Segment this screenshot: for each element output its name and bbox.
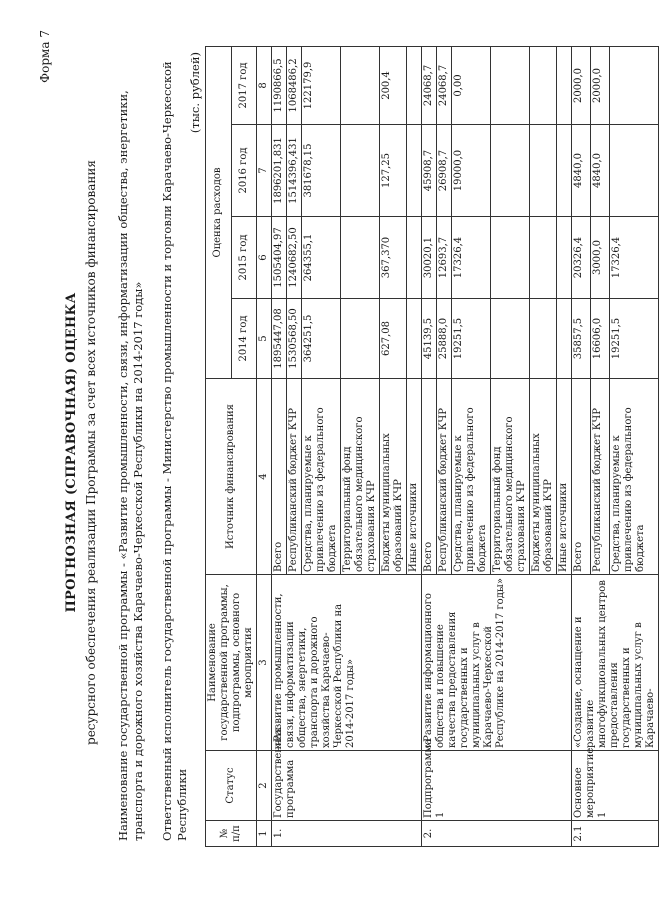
amount-cell	[530, 125, 557, 217]
amount-cell	[557, 125, 572, 217]
amount-cell: 26908,7	[437, 125, 452, 217]
amount-cell	[407, 46, 422, 124]
header-2015: 2015 год	[231, 217, 257, 299]
amount-cell: 127,25	[380, 125, 407, 217]
funding-source: Иные источники	[557, 379, 572, 575]
table-row	[272, 46, 287, 846]
row-program-name: «Развитие информационного общества и повышение качества предоставления государственных и муниципальных услуг в Карачаево-Черкесской Республике на 2014-2017 годы»	[422, 575, 572, 751]
amount-cell: 1895447,08	[272, 299, 287, 379]
amount-cell: 19251,5	[609, 299, 658, 379]
funding-source: Территориальный фонд обязательного медицинского страхования КЧР	[491, 379, 530, 575]
amount-cell: 1068486,2	[287, 46, 302, 124]
amount-cell	[530, 46, 557, 124]
amount-cell	[609, 46, 658, 124]
amount-cell	[407, 299, 422, 379]
funding-source: Бюджеты муниципальных образований КЧР	[530, 379, 557, 575]
amount-cell: 45139,5	[422, 299, 437, 379]
amount-cell: 200,4	[380, 46, 407, 124]
amount-cell: 12693,7	[437, 217, 452, 299]
row-number: 1.	[272, 821, 422, 847]
header-2016: 2016 год	[231, 125, 257, 217]
amount-cell: 1190866,5	[272, 46, 287, 124]
amount-cell	[557, 299, 572, 379]
amount-cell: 0,00	[452, 46, 491, 124]
amount-cell: 4840,0	[572, 125, 591, 217]
funding-table	[205, 46, 659, 847]
amount-cell: 4840,0	[590, 125, 609, 217]
row-number: 2.	[422, 821, 572, 847]
amount-cell: 367,370	[380, 217, 407, 299]
amount-cell: 24068,7	[422, 46, 437, 124]
funding-source: Иные источники	[407, 379, 422, 575]
amount-cell: 17326,4	[452, 217, 491, 299]
amount-cell: 24068,7	[437, 46, 452, 124]
header-source: Источник финансирования	[206, 379, 257, 575]
row-status: Подпрограмма 1	[422, 751, 572, 821]
table-row	[422, 46, 437, 846]
header-2017: 2017 год	[231, 46, 257, 124]
header-2014: 2014 год	[231, 299, 257, 379]
header-estimate: Оценка расходов	[206, 46, 232, 378]
amount-cell: 381678,15	[302, 125, 341, 217]
row-number: 2.1	[572, 821, 659, 847]
amount-cell: 364251,5	[302, 299, 341, 379]
amount-cell: 1896201,831	[272, 125, 287, 217]
amount-cell	[341, 217, 380, 299]
row-program-name: «Создание, оснащение и развитие многофункциональных центров предоставления государственных и муниципальных услуг в Карачаево-	[572, 575, 659, 751]
amount-cell: 35857,5	[572, 299, 591, 379]
amount-cell	[557, 46, 572, 124]
amount-cell	[407, 217, 422, 299]
amount-cell: 25888,0	[437, 299, 452, 379]
amount-cell	[530, 217, 557, 299]
row-program-name: «Развитие промышленности, связи, информатизации общества, энергетики, транспорта и дорожного хозяйства Карачаево-Черкесской Республики на 2014-2017 годы»	[272, 575, 422, 751]
header-num: № п/п	[206, 821, 257, 847]
amount-cell	[609, 125, 658, 217]
amount-cell: 2000,0	[590, 46, 609, 124]
amount-cell	[557, 217, 572, 299]
amount-cell	[341, 125, 380, 217]
amount-cell: 1240682,50	[287, 217, 302, 299]
col-index: 4	[257, 379, 272, 575]
amount-cell: 19000,0	[452, 125, 491, 217]
amount-cell: 1505404,97	[272, 217, 287, 299]
program-name-line: Наименование государственной программы - «Развитие промышленности, связи, информатизации общества, энергетики, транспорта и дорожного хозяйства Карачаево-Черкесской Республики на 2014-2017 годы»	[116, 90, 145, 841]
amount-cell: 19251,5	[452, 299, 491, 379]
col-index: 1	[257, 821, 272, 847]
amount-cell: 16606,0	[590, 299, 609, 379]
form-number: Форма 7	[38, 30, 52, 83]
amount-cell: 20326,4	[572, 217, 591, 299]
header-status: Статус	[206, 751, 257, 821]
amount-cell: 264355,1	[302, 217, 341, 299]
document-title: ПРОГНОЗНАЯ (СПРАВОЧНАЯ) ОЦЕНКА	[64, 292, 79, 613]
amount-cell: 1514396,431	[287, 125, 302, 217]
amount-cell	[407, 125, 422, 217]
responsible-executor-line: Ответственный исполнитель государственной программы - Министерство промышленности и торговли Карачаево-Черкесской Республики	[160, 61, 189, 841]
amount-cell: 30020,1	[422, 217, 437, 299]
document-subtitle: ресурсного обеспечения реализации Программы за счет всех источников финансирования	[84, 160, 98, 745]
row-status: Основное мероприятие 1	[572, 751, 659, 821]
funding-source: Средства, планируемые к привлечению из федерального бюджета	[302, 379, 341, 575]
funding-source: Территориальный фонд обязательного медицинского страхования КЧР	[341, 379, 380, 575]
header-row-1	[206, 46, 232, 846]
amount-cell: 2000,0	[572, 46, 591, 124]
amount-cell	[341, 46, 380, 124]
row-status: Государственная программа	[272, 751, 422, 821]
units-label: (тыс. рублей)	[188, 52, 202, 134]
amount-cell: 17326,4	[609, 217, 658, 299]
funding-source: Средства, планируемые к привлечению из федерального бюджета	[452, 379, 491, 575]
amount-cell	[341, 299, 380, 379]
header-name: Наименование государственной программы, подпрограммы, основного мероприятия	[206, 575, 257, 751]
amount-cell: 3000,0	[590, 217, 609, 299]
amount-cell	[530, 299, 557, 379]
funding-source: Республиканский бюджет КЧР	[287, 379, 302, 575]
col-index: 3	[257, 575, 272, 751]
table-body	[272, 46, 659, 846]
funding-source: Бюджеты муниципальных образований КЧР	[380, 379, 407, 575]
funding-source: Республиканский бюджет КЧР	[437, 379, 452, 575]
table-row	[572, 46, 591, 846]
amount-cell: 627,08	[380, 299, 407, 379]
column-index-row	[257, 46, 272, 846]
funding-source: Всего	[422, 379, 437, 575]
amount-cell: 45908,7	[422, 125, 437, 217]
col-index: 5	[257, 299, 272, 379]
amount-cell	[491, 217, 530, 299]
col-index: 7	[257, 125, 272, 217]
col-index: 8	[257, 46, 272, 124]
amount-cell: 122179,9	[302, 46, 341, 124]
col-index: 6	[257, 217, 272, 299]
amount-cell: 1530568,50	[287, 299, 302, 379]
funding-source: Всего	[272, 379, 287, 575]
funding-source: Республиканский бюджет КЧР	[590, 379, 609, 575]
funding-source: Всего	[572, 379, 591, 575]
amount-cell	[491, 46, 530, 124]
amount-cell	[491, 125, 530, 217]
col-index: 2	[257, 751, 272, 821]
funding-source: Средства, планируемые к привлечению из федерального бюджета	[609, 379, 658, 575]
amount-cell	[491, 299, 530, 379]
